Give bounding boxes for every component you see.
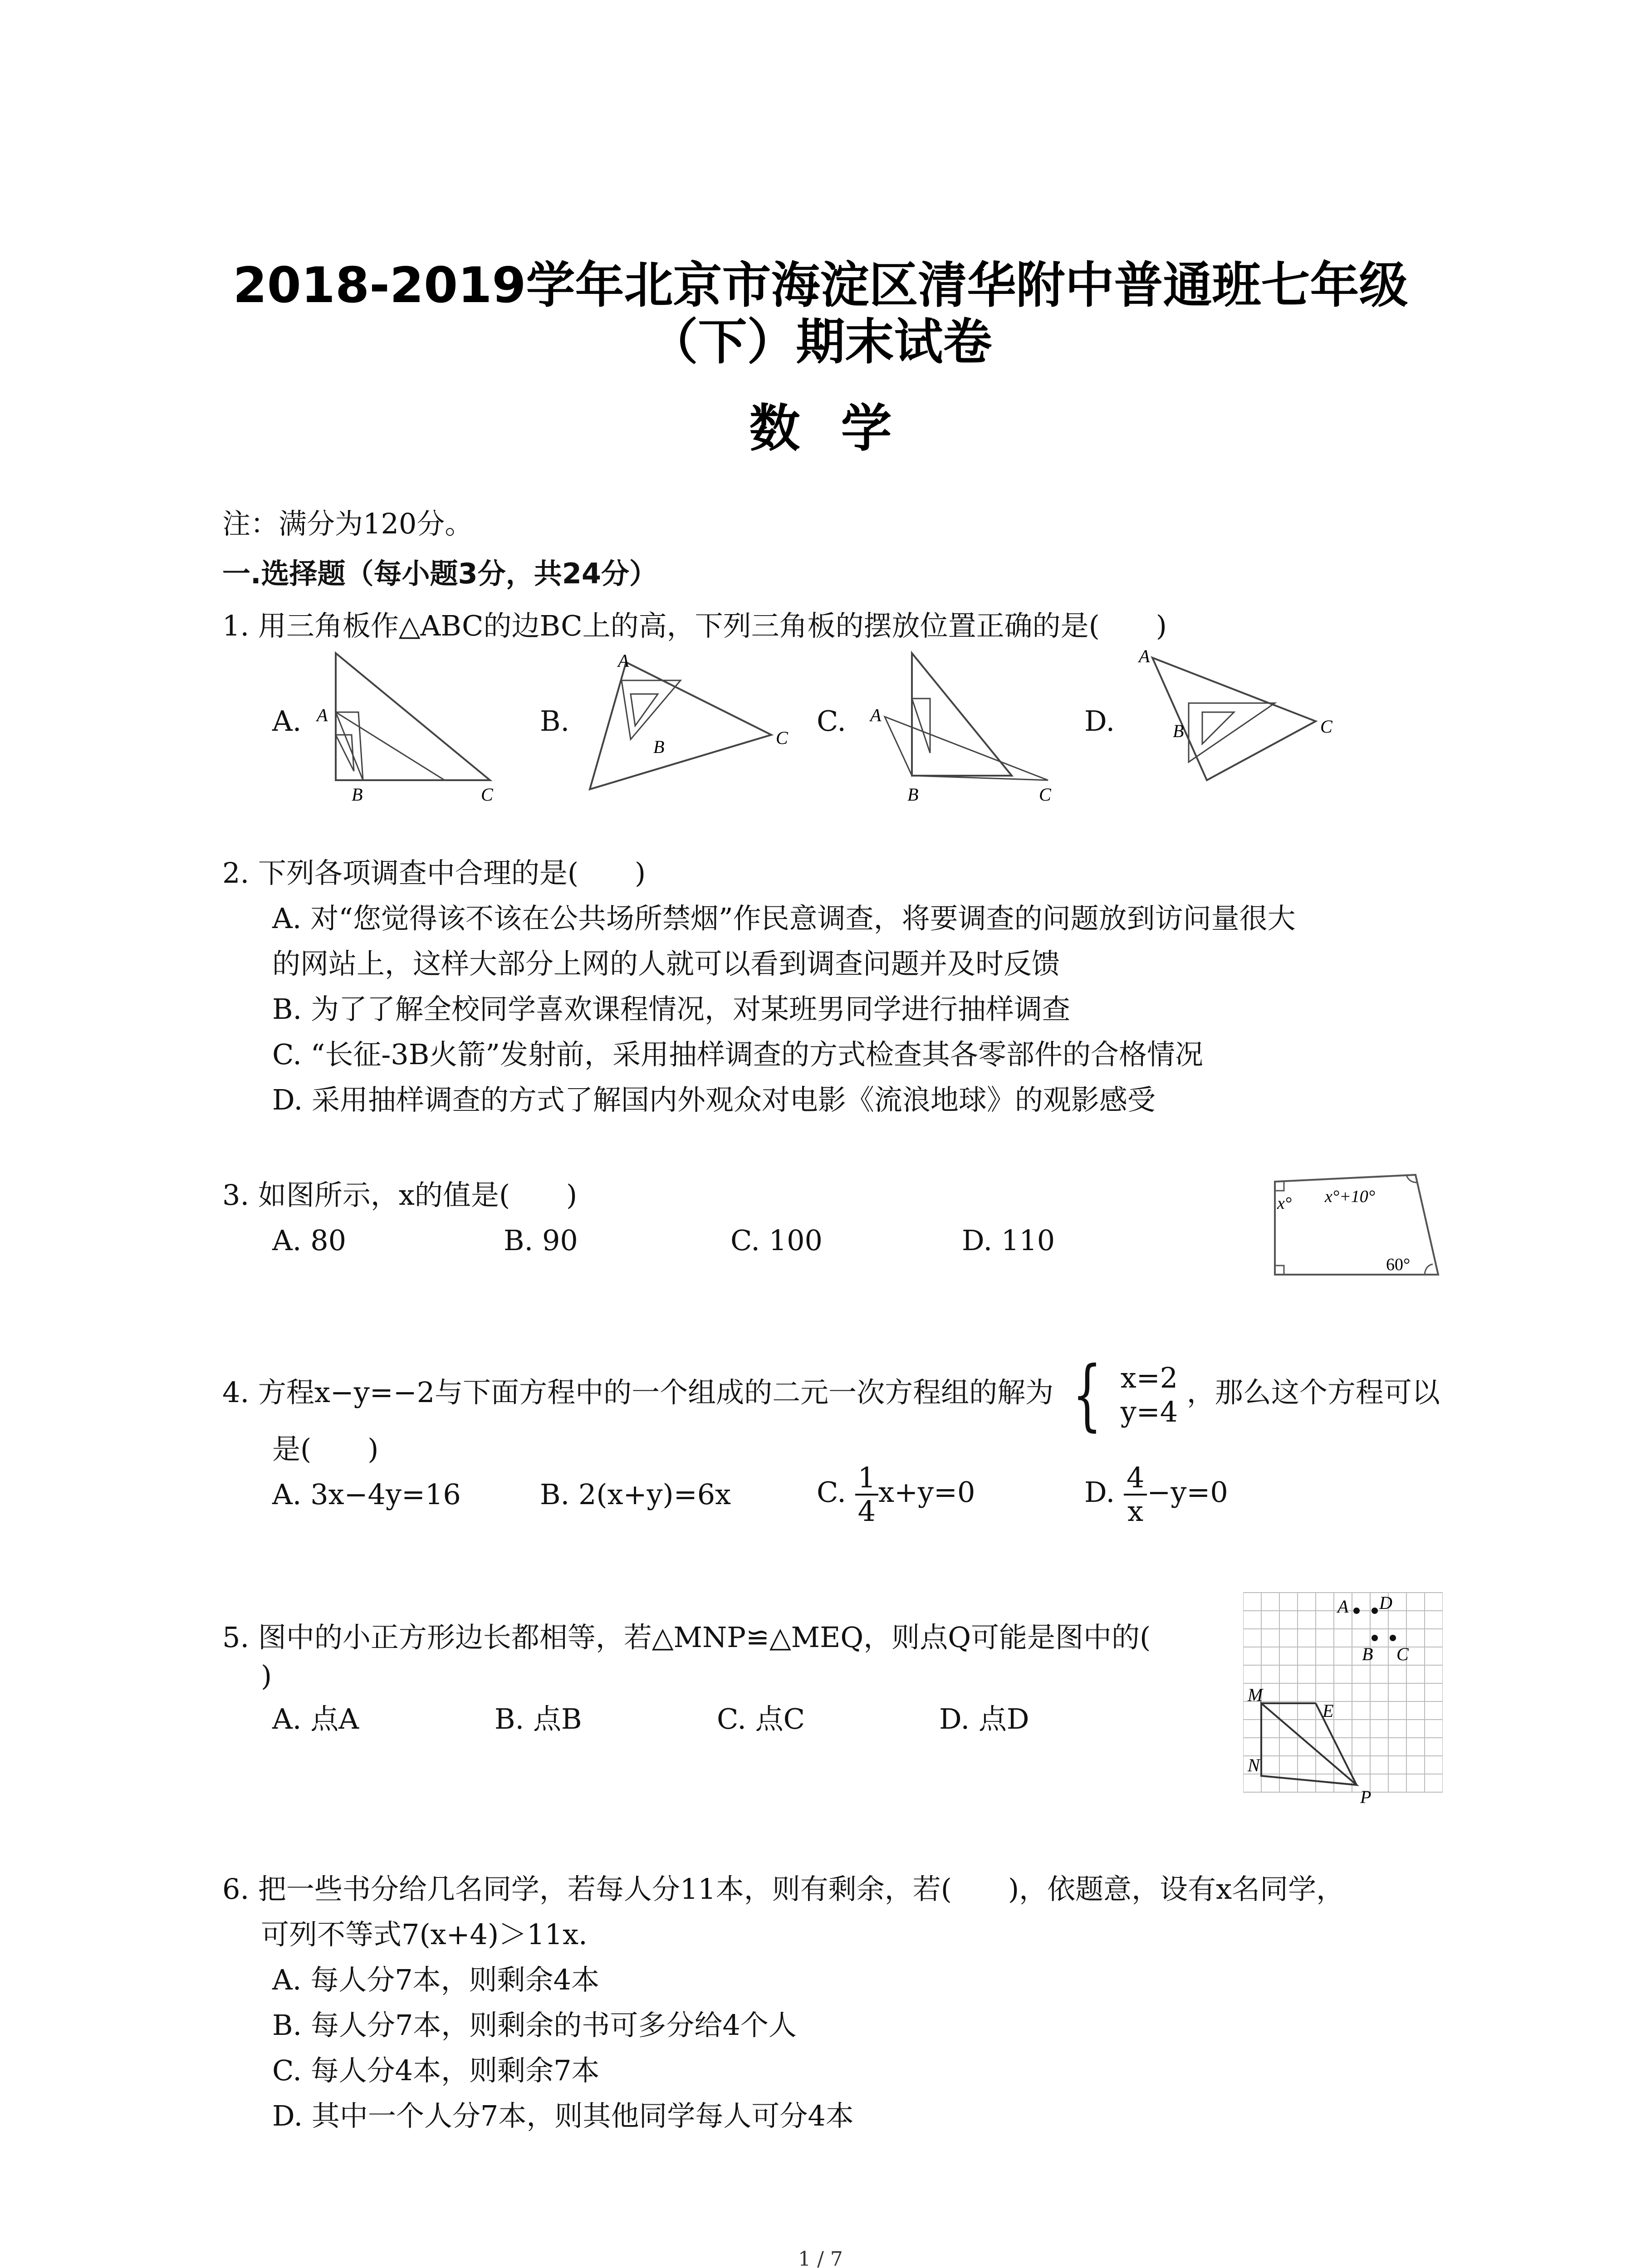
svg-text:C: C: [1039, 784, 1051, 805]
q5-option-b: B. 点B: [495, 1702, 582, 1735]
q2-option-b: B. 为了了解全校同学喜欢课程情况，对某班男同学进行抽样调查: [272, 992, 1070, 1026]
q5-grid-figure: [1243, 1590, 1443, 1812]
svg-text:C: C: [1396, 1644, 1409, 1664]
svg-text:P: P: [1360, 1787, 1372, 1807]
exam-title-line2: （下）期末试卷: [649, 314, 992, 371]
q4-option-c-fraction: [855, 1462, 878, 1527]
svg-text:A: A: [1139, 646, 1150, 666]
q4-solution-x: x=2: [1120, 1361, 1178, 1394]
question-1-stem: 1. 用三角板作△ABC的边BC上的高，下列三角板的摆放位置正确的是( ): [222, 609, 1167, 642]
q4-option-d-fraction: [1124, 1462, 1147, 1527]
svg-text:D: D: [1379, 1593, 1392, 1613]
q5-option-a: A. 点A: [272, 1702, 359, 1735]
svg-text:C: C: [481, 784, 493, 805]
question-2-stem: 2. 下列各项调查中合理的是( ): [222, 856, 646, 890]
score-note: 注：满分为120分。: [222, 507, 473, 540]
q4-option-c-label: C.: [817, 1476, 846, 1509]
q4-option-d-rest: −y=0: [1147, 1476, 1228, 1509]
svg-text:60°: 60°: [1386, 1255, 1411, 1274]
question-6-stem: 6. 把一些书分给几名同学，若每人分11本，则有剩余，若( )，依题意，设有x名同学，: [222, 1872, 1345, 1906]
svg-text:x°: x°: [1277, 1194, 1292, 1213]
q5-option-d: D. 点D: [939, 1702, 1029, 1735]
q1-option-c: C.: [817, 704, 846, 738]
q4-stem-post: ，那么这个方程可以: [1186, 1376, 1440, 1409]
svg-text:x°+10°: x°+10°: [1325, 1187, 1375, 1206]
q2-option-d: D. 采用抽样调查的方式了解国内外观众对电影《流浪地球》的观影感受: [272, 1083, 1156, 1116]
q1-option-d: D.: [1084, 704, 1115, 738]
q6-option-c: C. 每人分4本，则剩余7本: [272, 2054, 600, 2087]
svg-text:C: C: [1320, 716, 1332, 737]
q3-quadrilateral-figure: [1270, 1168, 1443, 1281]
question-4-stem: [222, 1349, 1440, 1440]
svg-text:E: E: [1323, 1701, 1334, 1721]
question-5-stem: 5. 图中的小正方形边长都相等，若△MNP≌△MEQ，则点Q可能是图中的(: [222, 1621, 1151, 1654]
svg-text:N: N: [1248, 1755, 1260, 1775]
q4-option-c: [817, 1458, 975, 1527]
q2-option-a-cont: 的网站上，这样大部分上网的人就可以看到调查问题并及时反馈: [272, 947, 1060, 980]
q5-stem-line2: ): [261, 1659, 272, 1692]
q3-option-d: D. 110: [962, 1224, 1055, 1257]
q1-figure-b: [576, 653, 812, 798]
q3-option-b: B. 90: [504, 1224, 578, 1257]
svg-text:M: M: [1248, 1685, 1263, 1705]
q4-stem-pre: 4. 方程x−y=−2与下面方程中的一个组成的二元一次方程组的解为: [222, 1376, 1054, 1409]
q4-option-d: [1084, 1458, 1228, 1527]
svg-text:B: B: [1173, 721, 1184, 741]
q3-option-a: A. 80: [272, 1224, 347, 1257]
svg-text:B: B: [352, 784, 363, 805]
q4-option-c-rest: x+y=0: [878, 1476, 975, 1509]
q4-solution-system: [1121, 1361, 1178, 1429]
q1-figure-d: [1134, 644, 1361, 807]
q2-option-a: A. 对“您觉得该不该在公共场所禁烟”作民意调查，将要调查的问题放到访问量很大: [272, 902, 1296, 935]
q1-option-a: A.: [272, 704, 302, 738]
subject-title: 数学: [749, 399, 933, 458]
q4-c-denominator: 4: [857, 1494, 876, 1528]
q4-solution-y: y=4: [1120, 1395, 1178, 1428]
q4-option-a: A. 3x−4y=16: [272, 1478, 461, 1511]
q5-option-c: C. 点C: [717, 1702, 805, 1735]
svg-text:B: B: [653, 737, 665, 757]
page-number: 1 / 7: [798, 2248, 843, 2268]
svg-text:B: B: [907, 784, 919, 805]
q4-option-b: B. 2(x+y)=6x: [540, 1478, 731, 1511]
svg-text:A: A: [870, 705, 882, 725]
q1-figure-a: [309, 644, 517, 807]
section-heading: 一.选择题（每小题3分，共24分）: [222, 557, 657, 590]
q6-stem-line2: 可列不等式7(x+4)＞11x.: [261, 1918, 588, 1951]
q4-d-numerator: 4: [1124, 1462, 1147, 1496]
q3-option-c: C. 100: [730, 1224, 823, 1257]
q4-c-numerator: 1: [855, 1462, 878, 1496]
q2-option-c: C. “长征-3B火箭”发射前，采用抽样调查的方式检查其各零部件的合格情况: [272, 1038, 1203, 1071]
q6-option-d: D. 其中一个人分7本，则其他同学每人可分4本: [272, 2099, 854, 2132]
svg-text:A: A: [1337, 1596, 1349, 1617]
q1-figure-c: [862, 644, 1071, 807]
q4-stem-line2: 是( ): [272, 1432, 379, 1466]
svg-text:C: C: [776, 728, 788, 748]
svg-text:A: A: [317, 705, 328, 725]
svg-text:A: A: [618, 653, 629, 671]
q6-option-a: A. 每人分7本，则剩余4本: [272, 1963, 600, 1996]
brace-icon: {: [1072, 1349, 1102, 1440]
q6-option-b: B. 每人分7本，则剩余的书可多分给4个人: [272, 2009, 797, 2042]
q1-option-b: B.: [540, 704, 570, 738]
question-3-stem: 3. 如图所示，x的值是( ): [222, 1178, 578, 1212]
q4-d-denominator: x: [1127, 1494, 1144, 1528]
exam-title-line1: 2018-2019学年北京市海淀区清华附中普通班七年级: [233, 257, 1408, 314]
svg-text:B: B: [1362, 1644, 1373, 1664]
q4-option-d-label: D.: [1084, 1476, 1115, 1509]
